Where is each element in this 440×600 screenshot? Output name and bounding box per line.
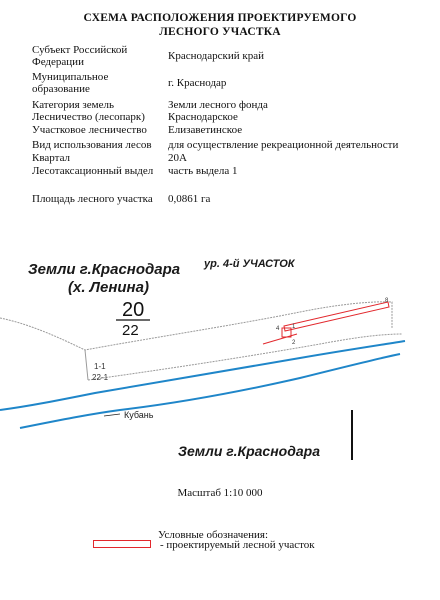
legend-title: Условные обозначения: [158, 529, 269, 541]
point-label-8: 8 [385, 298, 389, 304]
quarter-boundary-upper [0, 302, 392, 350]
legend-label-project-parcel: - проектируемый лесной участок [160, 539, 315, 551]
point-label-4: 4 [276, 326, 280, 332]
field-value-land-category: Земли лесного фонда [168, 99, 268, 111]
map-scale: Масштаб 1:10 000 [177, 487, 263, 499]
quarter-number: 20 [122, 299, 145, 321]
field-value-allotment: часть выдела 1 [168, 165, 238, 177]
land-label-bottom: Земли г.Краснодара [178, 443, 320, 459]
field-value-quarter: 20А [168, 152, 187, 164]
river-bank-south [20, 354, 400, 428]
field-label-area: Площадь лесного участка [32, 193, 153, 205]
field-value-municipality: г. Краснодар [168, 77, 227, 89]
document-title-line-2: ЛЕСНОГО УЧАСТКА [159, 26, 281, 38]
point-label-2: 2 [292, 340, 296, 346]
field-label-quarter: Квартал [32, 152, 71, 164]
document-title-line-1: СХЕМА РАСПОЛОЖЕНИЯ ПРОЕКТИРУЕМОГО [83, 12, 357, 24]
land-label-top: Земли г.Краснодара [28, 261, 181, 278]
field-label-allotment: Лесотаксационный выдел [32, 165, 154, 177]
river-label-leader [104, 414, 120, 416]
quarter-denominator: 22 [122, 322, 139, 339]
point-label-1: 1 [292, 324, 296, 330]
quarter-boundary-inner [85, 350, 88, 380]
river-label: Кубань [124, 410, 154, 420]
field-label-forest-use: Вид использования лесов [32, 139, 152, 151]
field-label-district-forestry: Участковое лесничество [32, 124, 147, 136]
field-value-subject: Краснодарский край [168, 50, 265, 62]
locality-label: (х. Ленина) [68, 279, 149, 296]
river-bank-north [0, 341, 405, 410]
field-value-forest-use: для осуществление рекреационной деятельности [168, 139, 399, 151]
field-label-municipality-line2: образование [32, 83, 90, 95]
field-label-subject-line2: Федерации [32, 56, 84, 68]
field-value-area: 0,0861 га [168, 193, 211, 205]
subplot-label-1: 1-1 [94, 362, 106, 371]
field-label-municipality-line1: Муниципальное [32, 71, 109, 83]
location-map [0, 238, 440, 478]
subplot-label-2: 22-1 [92, 373, 109, 382]
legend-swatch-project-parcel [93, 540, 151, 548]
field-label-forestry: Лесничество (лесопарк) [32, 111, 145, 123]
field-label-land-category: Категория земель [32, 99, 114, 111]
project-parcel-outline [284, 302, 389, 331]
field-value-district-forestry: Елизаветинское [168, 124, 243, 136]
field-label-subject-line1: Субъект Российской [32, 44, 128, 56]
tract-label: ур. 4-й УЧАСТОК [204, 258, 295, 270]
field-value-forestry: Краснодарское [168, 111, 238, 123]
